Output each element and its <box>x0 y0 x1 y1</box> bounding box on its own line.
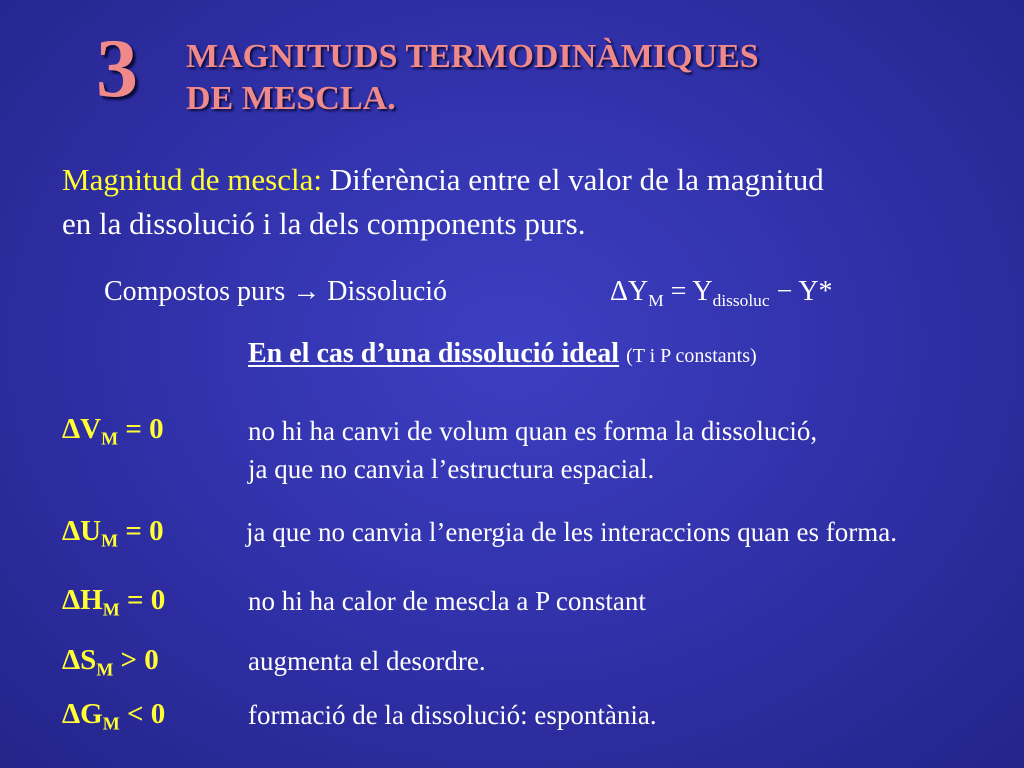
property-symbol: $\Delta G_M < 0$ <box>62 698 166 734</box>
definition-line2: en la dissolució i la dels components purs. <box>62 206 586 241</box>
property-description: ja que no canvia l’energia de les interaccions quan es forma. <box>246 517 897 547</box>
property-description: augmenta el desordre. <box>248 646 486 676</box>
section-number: 3 <box>96 22 138 115</box>
formula-lhs-sub: M <box>648 291 664 311</box>
mixing-formula <box>610 276 833 311</box>
ideal-note: (T i P constants) <box>626 345 757 367</box>
property-symbol: $\Delta H_M = 0$ <box>62 584 166 620</box>
process-text: Compostos purs → Dissolució <box>104 276 448 307</box>
property-description: formació de la dissolució: espontània. <box>248 700 657 730</box>
slide-title-line1: MAGNITUDS TERMODINÀMIQUES <box>186 38 759 75</box>
slide-title-line2: DE MESCLA. <box>186 80 396 117</box>
formula-rhs: − Y* <box>769 276 833 307</box>
property-symbol: $\Delta S_M > 0$ <box>62 644 159 680</box>
ideal-heading-text: En el cas d’una dissolució ideal <box>248 338 620 369</box>
property-description: no hi ha calor de mescla a P constant <box>248 586 646 616</box>
definition-term: Magnitud de mescla: <box>62 162 322 197</box>
definition-text: Diferència entre el valor de la magnitud <box>322 162 824 197</box>
property-description-line2: ja que no canvia l’estructura espacial. <box>248 454 655 484</box>
formula-mid: = Y <box>663 276 713 307</box>
formula-mid-sub: dissoluc <box>712 291 770 311</box>
definition-line1 <box>62 162 824 198</box>
property-description: no hi ha canvi de volum quan es forma la dissolució, <box>248 416 818 446</box>
formula-lhs: ΔY <box>610 276 649 307</box>
property-symbol: $\Delta U_M = 0$ <box>62 515 164 551</box>
ideal-heading <box>248 338 757 370</box>
property-symbol: $\Delta V_M = 0$ <box>62 413 164 449</box>
